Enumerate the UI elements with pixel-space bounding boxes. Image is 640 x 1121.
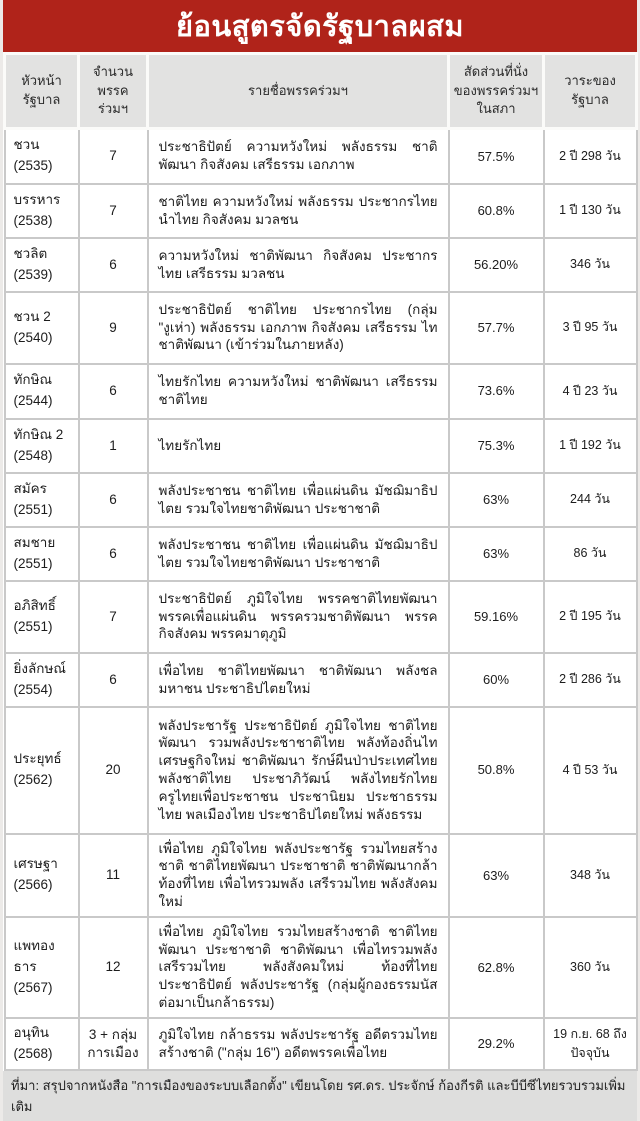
party-count-cell: 11 <box>79 834 148 917</box>
party-count-cell: 6 <box>79 473 148 527</box>
leader-year: (2568) <box>13 1045 53 1061</box>
party-count-cell: 7 <box>79 581 148 653</box>
column-header-term: วาระของ รัฐบาล <box>544 54 637 129</box>
parties-cell: เพื่อไทย ภูมิใจไทย รวมไทยสร้างชาติ ชาติไทยพัฒนา ประชาชาติ ชาติพัฒนา เพื่อไทรวมพลัง เสรีรวมไทย พลังสังคมใหม่ ท้องที่ไทย ประชาธิปัตย์ พลังประชารัฐ (กลุ่มผู้กองธรรมนัส ต่อมาเป็นกล้าธรรม) <box>148 917 449 1018</box>
leader-name: ประยุทธ์ <box>13 751 62 767</box>
leader-cell <box>5 129 79 184</box>
party-count-cell: 6 <box>79 238 148 292</box>
party-count-cell: 3 + กลุ่ม การเมือง <box>79 1018 148 1070</box>
leader-year: (2535) <box>13 158 53 174</box>
seat-share-cell: 56.20% <box>449 238 544 292</box>
table-row-thaksin <box>5 364 637 419</box>
leader-name: ชวน 2 <box>13 308 51 324</box>
leader-cell <box>5 581 79 653</box>
table-row-prayut <box>5 707 637 834</box>
table-row-srettha <box>5 834 637 917</box>
leader-name: ยิ่งลักษณ์ <box>13 660 66 676</box>
coalition-table <box>3 52 638 1071</box>
seat-share-cell: 63% <box>449 473 544 527</box>
leader-year: (2567) <box>13 979 53 995</box>
leader-year: (2562) <box>13 772 53 787</box>
table-row-chavalit <box>5 238 637 292</box>
seat-share-cell: 57.5% <box>449 129 544 184</box>
title-bar <box>3 0 637 52</box>
seat-share-cell: 57.7% <box>449 292 544 364</box>
leader-year: (2554) <box>13 681 53 697</box>
term-cell: 244 วัน <box>544 473 637 527</box>
parties-cell: ประชาธิปัตย์ ชาติไทย ประชากรไทย (กลุ่ม "งูเห่า) พลังธรรม เอกภาพ กิจสังคม เสรีธรรม ไทชาติพัฒนา (เข้าร่วมในภายหลัง) <box>148 292 449 364</box>
party-count-cell: 6 <box>79 527 148 581</box>
party-count-cell: 12 <box>79 917 148 1018</box>
table-row-chuan <box>5 129 637 184</box>
party-count-cell: 1 <box>79 419 148 473</box>
leader-name: บรรหาร <box>13 191 61 207</box>
term-cell: 1 ปี 192 วัน <box>544 419 637 473</box>
leader-year: (2551) <box>13 501 53 517</box>
seat-share-cell: 50.8% <box>449 707 544 834</box>
leader-year: (2551) <box>13 618 53 634</box>
leader-year: (2566) <box>13 877 53 893</box>
seat-share-cell: 75.3% <box>449 419 544 473</box>
table-row-banharn <box>5 184 637 238</box>
leader-cell <box>5 292 79 364</box>
term-cell: 4 ปี 53 วัน <box>544 707 637 834</box>
term-cell: 348 วัน <box>544 834 637 917</box>
leader-cell <box>5 917 79 1018</box>
term-cell: 2 ปี 195 วัน <box>544 581 637 653</box>
table-row-paetongtarn <box>5 917 637 1018</box>
table-row-samak <box>5 473 637 527</box>
parties-cell: ประชาธิปัตย์ ภูมิใจไทย พรรคชาติไทยพัฒนา พรรคเพื่อแผ่นดิน พรรครวมชาติพัฒนา พรรคกิจสังคม พรรคมาตุภูมิ <box>148 581 449 653</box>
leader-cell <box>5 184 79 238</box>
leader-cell <box>5 1018 79 1070</box>
table-header-row <box>5 54 637 129</box>
table-row-yingluck <box>5 653 637 707</box>
term-cell: 4 ปี 23 วัน <box>544 364 637 419</box>
parties-cell: พลังประชาชน ชาติไทย เพื่อแผ่นดิน มัชฌิมาธิปไตย รวมใจไทยชาติพัฒนา ประชาชาติ <box>148 473 449 527</box>
parties-cell: เพื่อไทย ชาติไทยพัฒนา ชาติพัฒนา พลังชล มหาชน ประชาธิปไตยใหม่ <box>148 653 449 707</box>
page-title: ย้อนสูตรจัดรัฐบาลผสม <box>175 11 465 43</box>
leader-cell <box>5 834 79 917</box>
column-header-party-list: รายชื่อพรรคร่วมฯ <box>148 54 449 129</box>
term-cell: 86 วัน <box>544 527 637 581</box>
parties-cell: ความหวังใหม่ ชาติพัฒนา กิจสังคม ประชากรไทย เสรีธรรม มวลชน <box>148 238 449 292</box>
parties-cell: ภูมิใจไทย กล้าธรรม พลังประชารัฐ อดีตรวมไทยสร้างชาติ ("กลุ่ม 16") อดีตพรรคเพื่อไทย <box>148 1018 449 1070</box>
term-cell: 2 ปี 298 วัน <box>544 129 637 184</box>
party-count-cell: 7 <box>79 184 148 238</box>
seat-share-cell: 63% <box>449 527 544 581</box>
leader-name: สมชาย <box>13 534 56 550</box>
party-count-cell: 9 <box>79 292 148 364</box>
leader-year: (2548) <box>13 447 53 463</box>
seat-share-cell: 62.8% <box>449 917 544 1018</box>
leader-cell <box>5 238 79 292</box>
seat-share-cell: 60% <box>449 653 544 707</box>
seat-share-cell: 63% <box>449 834 544 917</box>
party-count-cell: 6 <box>79 653 148 707</box>
leader-cell <box>5 364 79 419</box>
term-cell: 360 วัน <box>544 917 637 1018</box>
table-row-chuan-2 <box>5 292 637 364</box>
parties-cell: ประชาธิปัตย์ ความหวังใหม่ พลังธรรม ชาติพัฒนา กิจสังคม เสรีธรรม เอกภาพ <box>148 129 449 184</box>
seat-share-cell: 60.8% <box>449 184 544 238</box>
parties-cell: ไทยรักไทย <box>148 419 449 473</box>
leader-cell <box>5 473 79 527</box>
column-header-num-parties: จำนวน พรรค ร่วมฯ <box>79 54 148 129</box>
term-cell: 1 ปี 130 วัน <box>544 184 637 238</box>
table-row-thaksin-2 <box>5 419 637 473</box>
leader-cell <box>5 527 79 581</box>
party-count-cell: 7 <box>79 129 148 184</box>
term-cell: 2 ปี 286 วัน <box>544 653 637 707</box>
column-header-leader: หัวหน้า รัฐบาล <box>5 54 79 129</box>
term-cell: 19 ก.ย. 68 ถึง ปัจจุบัน <box>544 1018 637 1070</box>
party-count-cell: 6 <box>79 364 148 419</box>
leader-year: (2539) <box>13 266 53 282</box>
table-row-abhisit <box>5 581 637 653</box>
leader-cell <box>5 653 79 707</box>
leader-name: ชวน <box>13 137 40 153</box>
leader-name: อนุทิน <box>13 1024 49 1040</box>
leader-name: ทักษิณ <box>13 372 52 388</box>
party-count-cell: 20 <box>79 707 148 834</box>
leader-cell <box>5 707 79 834</box>
seat-share-cell: 29.2% <box>449 1018 544 1070</box>
leader-name: ทักษิณ 2 <box>13 426 64 442</box>
parties-cell: เพื่อไทย ภูมิใจไทย พลังประชารัฐ รวมไทยสร้างชาติ ชาติไทยพัฒนา ประชาชาติ ชาติพัฒนากล้า ท้องที่ไทย เพื่อไทรวมพลัง เสรีรวมไทย พลังสังคมใหม่ <box>148 834 449 917</box>
parties-cell: ไทยรักไทย ความหวังใหม่ ชาติพัฒนา เสรีธรรม ชาติไทย <box>148 364 449 419</box>
leader-name: อภิสิทธิ์ <box>13 597 56 613</box>
leader-name: ชวลิต <box>13 245 48 261</box>
term-cell: 3 ปี 95 วัน <box>544 292 637 364</box>
leader-name: สมัคร <box>13 480 47 496</box>
seat-share-cell: 73.6% <box>449 364 544 419</box>
leader-year: (2540) <box>13 329 53 345</box>
term-cell: 346 วัน <box>544 238 637 292</box>
leader-year: (2538) <box>13 212 53 228</box>
parties-cell: พลังประชาชน ชาติไทย เพื่อแผ่นดิน มัชฌิมาธิปไตย รวมใจไทยชาติพัฒนา ประชาชาติ <box>148 527 449 581</box>
leader-year: (2551) <box>13 555 53 571</box>
parties-cell: พลังประชารัฐ ประชาธิปัตย์ ภูมิใจไทย ชาติไทยพัฒนา รวมพลังประชาชาติไทย พลังท้องถิ่นไท เศรษฐกิจใหม่ ชาติพัฒนา รักษ์ผืนป่าประเทศไทย พลังชาติไทย ประชาภิวัฒน์ พลังไทยรักไทย ครูไทยเพื่อประชาชน ประชานิยม ประชาธรรมไทย พลเมืองไทย ประชาธิปไตยใหม่ พลังธรรม <box>148 707 449 834</box>
parties-cell: ชาติไทย ความหวังใหม่ พลังธรรม ประชากรไทย นำไทย กิจสังคม มวลชน <box>148 184 449 238</box>
source-note: ที่มา: สรุปจากหนังสือ "การเมืองของระบบเลือกตั้ง" เขียนโดย รศ.ดร. ประจักษ์ ก้องกีรติ และบีบีซีไทยรวบรวมเพิ่มเติม <box>3 1071 637 1121</box>
leader-name: เศรษฐา <box>13 856 58 872</box>
table-row-somchai <box>5 527 637 581</box>
table-row-anutin <box>5 1018 637 1070</box>
column-header-seat-share: สัดส่วนที่นั่ง ของพรรคร่วมฯ ในสภา <box>449 54 544 129</box>
seat-share-cell: 59.16% <box>449 581 544 653</box>
leader-year: (2544) <box>13 393 53 408</box>
leader-name: แพทองธาร <box>13 937 55 974</box>
leader-cell <box>5 419 79 473</box>
